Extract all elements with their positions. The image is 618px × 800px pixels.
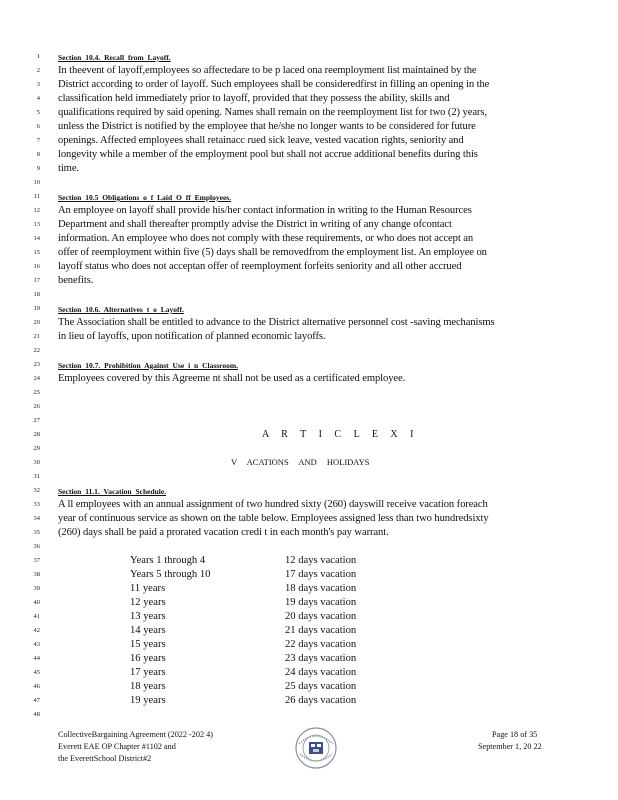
table-cell-years: 12 years <box>130 597 166 608</box>
body-line: unless the District is notified by the employee that he/she no longer wants to be considered for future <box>58 121 476 132</box>
body-line: time. <box>58 163 79 174</box>
body-line: offer of reemployment within five (5) days shall be removedfrom the employment list. An employee on <box>58 247 487 258</box>
line-number: 3 <box>36 81 40 88</box>
line-number: 44 <box>33 655 40 662</box>
line-number: 29 <box>33 445 40 452</box>
table-cell-years: Years 1 through 4 <box>130 555 206 566</box>
table-cell-years: 13 years <box>130 611 166 622</box>
line-number: 42 <box>33 627 40 634</box>
line-number: 5 <box>36 109 40 116</box>
body-line: The Association shall be entitled to advance to the District alternative personnel cost -saving mechanisms <box>58 317 495 328</box>
line-number: 45 <box>33 669 40 676</box>
line-number: 18 <box>33 291 40 298</box>
line-number: 48 <box>33 711 40 718</box>
line-number: 34 <box>33 515 40 522</box>
table-cell-years: 17 years <box>130 667 166 678</box>
body-line: in lieu of layoffs, upon notification of planned economic layoffs. <box>58 331 326 342</box>
body-line: layoff status who does not acceptan offer of reemployment forfeits seniority and all other accrued <box>58 261 462 272</box>
line-number: 33 <box>33 501 40 508</box>
line-number: 14 <box>33 235 40 242</box>
table-cell-years: 11 years <box>130 583 166 594</box>
line-number: 10 <box>33 179 40 186</box>
union-seal-icon <box>294 726 338 770</box>
table-cell-years: 19 years <box>130 695 166 706</box>
line-number: 7 <box>36 137 40 144</box>
table-cell-vacation: 23 days vacation <box>285 653 357 664</box>
section-heading: Section 10.5 Obligations o f Laid O ff Employees. <box>58 193 232 202</box>
line-number: 13 <box>33 221 40 228</box>
body-line: District according to order of layoff. Such employees shall be consideredfirst in filling an opening in the <box>58 79 490 90</box>
table-cell-vacation: 18 days vacation <box>285 583 357 594</box>
article-title: A R T I C L E X I <box>262 429 419 440</box>
footer-district: the EverettSchool District#2 <box>58 754 152 763</box>
line-number: 43 <box>33 641 40 648</box>
body-line: benefits. <box>58 275 94 286</box>
body-line: An employee on layoff shall provide his/her contact information in writing to the Human Resources <box>58 205 472 216</box>
line-number: 1 <box>36 53 40 60</box>
line-number: 27 <box>33 417 40 424</box>
footer-chapter: Everett EAE OP Chapter #1102 and <box>58 742 176 751</box>
line-number: 20 <box>33 319 40 326</box>
table-cell-years: Years 5 through 10 <box>130 569 211 580</box>
line-number: 6 <box>36 123 40 130</box>
footer-page-number: Page 18 of 35 <box>492 730 538 739</box>
line-number: 21 <box>33 333 40 340</box>
line-number: 40 <box>33 599 40 606</box>
line-number: 39 <box>33 585 40 592</box>
line-number: 4 <box>36 95 40 102</box>
line-number: 24 <box>33 375 40 382</box>
body-line: year of continuous service as shown on the table below. Employees assigned less than two hundredsixty <box>58 513 489 524</box>
line-number: 30 <box>33 459 40 466</box>
section-heading: Section 10.6. Alternatives t o Layoff. <box>58 305 184 314</box>
footer-date: September 1, 20 22 <box>478 742 542 751</box>
line-number: 8 <box>36 151 40 158</box>
table-cell-vacation: 21 days vacation <box>285 625 357 636</box>
line-number: 19 <box>33 305 40 312</box>
line-number: 17 <box>33 277 40 284</box>
table-cell-vacation: 26 days vacation <box>285 695 357 706</box>
line-number: 11 <box>33 193 40 200</box>
line-number: 22 <box>33 347 40 354</box>
line-number: 15 <box>33 249 40 256</box>
line-number: 35 <box>33 529 40 536</box>
body-line: Employees covered by this Agreeme nt shall not be used as a certificated employee. <box>58 373 406 384</box>
table-cell-vacation: 22 days vacation <box>285 639 357 650</box>
line-number: 37 <box>33 557 40 564</box>
line-number: 47 <box>33 697 40 704</box>
table-cell-years: 16 years <box>130 653 166 664</box>
body-line: longevity while a member of the employment pool but shall not accrue additional benefits during this <box>58 149 478 160</box>
body-line: Department and shall thereafter promptly advise the District in writing of any change ofcontact <box>58 219 452 230</box>
line-number: 41 <box>33 613 40 620</box>
table-cell-years: 14 years <box>130 625 166 636</box>
table-cell-vacation: 19 days vacation <box>285 597 357 608</box>
section-heading: Section 10.7. Prohibition Against Use i n Classroom. <box>58 361 238 370</box>
line-number: 9 <box>36 165 40 172</box>
table-cell-years: 15 years <box>130 639 166 650</box>
body-line: information. An employee who does not comply with these requirements, or who does not accept an <box>58 233 474 244</box>
table-cell-vacation: 17 days vacation <box>285 569 357 580</box>
body-line: In theevent of layoff,employees so affectedare to be p laced ona reemployment list maintained by the <box>58 65 477 76</box>
article-subtitle: V ACATIONS AND HOLIDAYS <box>231 457 370 467</box>
body-line: classification held immediately prior to layoff, provided that they possess the ability, skills and <box>58 93 450 104</box>
line-number: 32 <box>33 487 40 494</box>
body-line: qualifications required by said opening. Names shall remain on the reemployment list for two (2) years, <box>58 107 487 118</box>
line-number: 38 <box>33 571 40 578</box>
line-number: 2 <box>36 67 40 74</box>
body-line: (260) days shall be paid a prorated vacation credi t in each month's pay warrant. <box>58 527 389 538</box>
line-number: 25 <box>33 389 40 396</box>
section-heading: Section 10.4. Recall from Layoff. <box>58 53 171 62</box>
body-line: A ll employees with an annual assignment of two hundred sixty (260) dayswill receive vacation foreach <box>58 499 488 510</box>
footer-agreement-title: CollectiveBargaining Agreement (2022 -202 4) <box>58 730 213 739</box>
table-cell-years: 18 years <box>130 681 166 692</box>
line-number: 23 <box>33 361 40 368</box>
line-number: 36 <box>33 543 40 550</box>
section-heading: Section 11.1. Vacation Schedule. <box>58 487 167 496</box>
line-number: 31 <box>33 473 40 480</box>
table-cell-vacation: 20 days vacation <box>285 611 357 622</box>
table-cell-vacation: 25 days vacation <box>285 681 357 692</box>
line-number: 46 <box>33 683 40 690</box>
line-number: 28 <box>33 431 40 438</box>
table-cell-vacation: 24 days vacation <box>285 667 357 678</box>
body-line: openings. Affected employees shall retainacc rued sick leave, vested vacation rights, seniority and <box>58 135 464 146</box>
table-cell-vacation: 12 days vacation <box>285 555 357 566</box>
line-number: 12 <box>33 207 40 214</box>
line-number: 26 <box>33 403 40 410</box>
line-number: 16 <box>33 263 40 270</box>
